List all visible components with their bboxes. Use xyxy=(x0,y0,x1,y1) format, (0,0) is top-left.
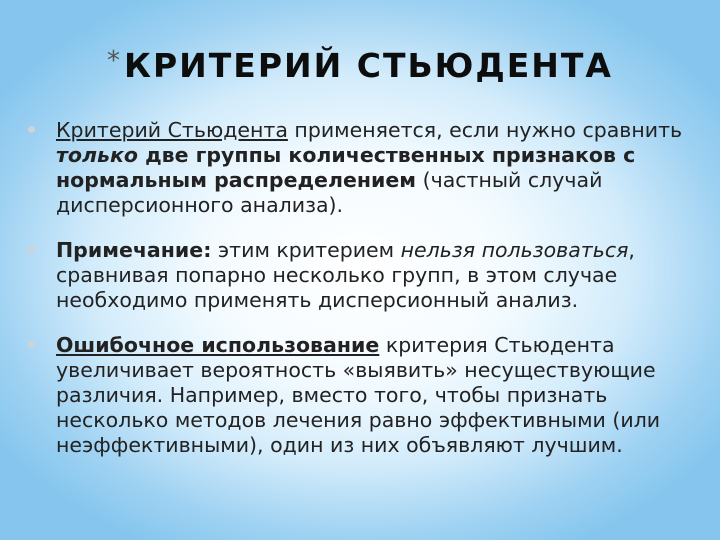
star-icon: * xyxy=(107,46,121,76)
title-text: КРИТЕРИЙ СТЬЮДЕНТА xyxy=(124,46,613,85)
error-usage-label: Ошибочное использование xyxy=(56,333,380,357)
note-label: Примечание: xyxy=(56,238,212,262)
bullet-dot-icon xyxy=(28,341,35,348)
bullet-2-text-d: , сравнивая попарно несколько групп, в этом случае необходимо применять дисперсионный анализ. xyxy=(56,238,635,312)
bullet-item-1 xyxy=(22,118,698,218)
bullet-2-emphasis: нельзя пользоваться xyxy=(400,238,629,262)
bullet-1-text-e: (частный случай дисперсионного анализа). xyxy=(56,168,603,217)
bullet-list xyxy=(22,118,698,478)
bullet-1-bold-text: две группы количественных признаков с нормальным распределением xyxy=(56,143,636,192)
bullet-dot-icon xyxy=(28,246,35,253)
bullet-2-text-b: этим критерием xyxy=(211,238,401,262)
bullet-1-text-b: применяется, если нужно сравнить xyxy=(287,118,683,142)
slide-title xyxy=(0,46,720,85)
bullet-dot-icon xyxy=(28,126,35,133)
term-student-criterion: Критерий Стьюдента xyxy=(56,118,288,142)
bullet-item-3 xyxy=(22,333,698,458)
bullet-1-emphasis-only: только xyxy=(56,143,138,167)
bullet-3-text-b: критерия Стьюдента увеличивает вероятность «выявить» несуществующие различия. Например, вместо того, чтобы признать несколько методов лечения равно эффективными (или неэффективными), один из них объявляют лучшим. xyxy=(56,333,661,457)
bullet-item-2 xyxy=(22,238,698,313)
